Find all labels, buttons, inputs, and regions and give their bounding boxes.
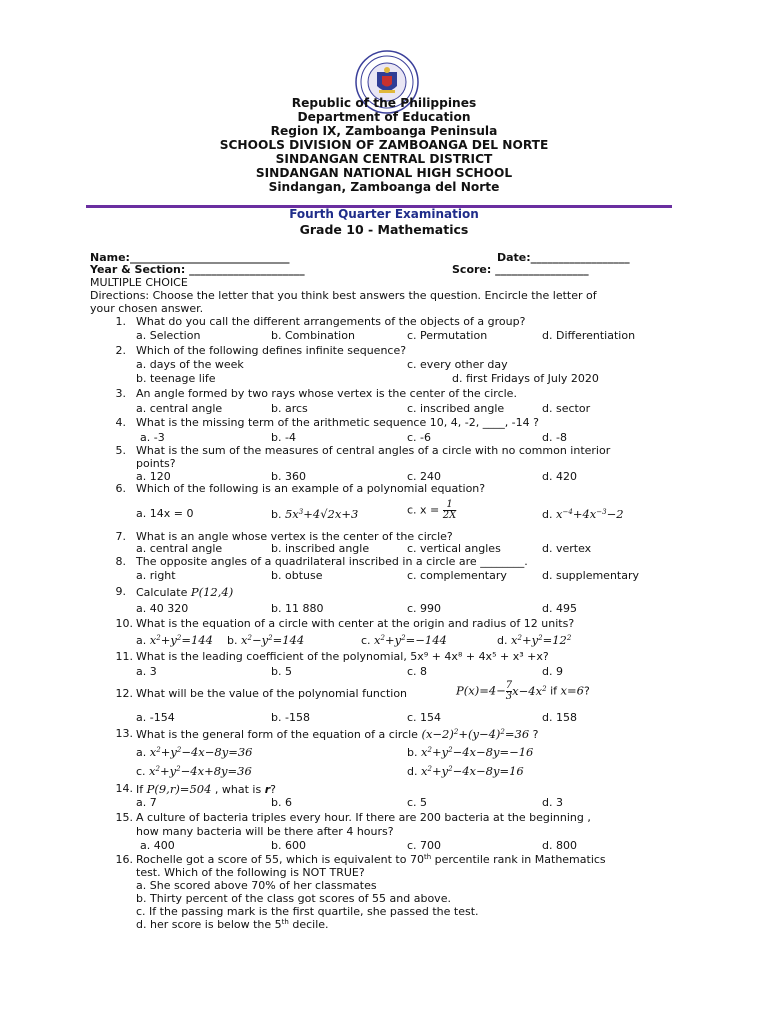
q7-text: What is an angle whose vertex is the center of the circle?	[136, 530, 453, 543]
q8-option-c[interactable]: c. complementary	[407, 569, 507, 582]
q16-number: 16.	[115, 853, 133, 866]
q4-text: What is the missing term of the arithmetic sequence 10, 4, -2, ____, -14 ?	[136, 416, 539, 429]
q11-option-c[interactable]: c. 8	[407, 665, 428, 678]
header-line-republic: Republic of the Philippines	[291, 96, 477, 110]
q13-option-b-label: b.	[407, 746, 418, 759]
q6-option-d[interactable]	[542, 508, 624, 521]
q13-option-a-expression: $x^2+y^2-4x-8y=36$	[149, 745, 253, 759]
year-section-field[interactable]: Year & Section: _____________________	[90, 263, 305, 276]
q16-option-c[interactable]: c. If the passing mark is the first quartile, she passed the test.	[136, 905, 479, 918]
q14-expression: P(9,r)=504	[146, 782, 212, 796]
q13-option-b[interactable]	[407, 746, 533, 759]
q14-option-d[interactable]: d. 3	[542, 796, 563, 809]
q13-option-d[interactable]	[407, 765, 524, 778]
q11-option-b[interactable]: b. 5	[271, 665, 292, 678]
q15-number: 15.	[115, 811, 133, 824]
q6-option-c-label: c. x =	[407, 503, 440, 517]
q10-option-c[interactable]	[361, 634, 447, 647]
q13-option-c-label: c.	[136, 765, 146, 778]
q13-text-label: What is the general form of the equation of a circle	[136, 728, 418, 741]
q10-option-d-label: d.	[497, 634, 508, 647]
q1-text: What do you call the different arrangements of the objects of a group?	[136, 315, 526, 328]
q1-option-c[interactable]: c. Permutation	[407, 329, 488, 342]
q5-option-d[interactable]: d. 420	[542, 470, 577, 483]
q6-number: 6.	[115, 482, 126, 495]
q15-option-a[interactable]: a. 400	[140, 839, 175, 852]
grade-title: Grade 10 - Mathematics	[299, 222, 469, 237]
q15-text: A culture of bacteria triples every hour. If there are 200 bacteria at the beginning ,	[136, 811, 591, 824]
header-line-school: SINDANGAN NATIONAL HIGH SCHOOL	[255, 166, 513, 180]
q2-text: Which of the following defines infinite sequence?	[136, 344, 407, 357]
q5-option-c[interactable]: c. 240	[407, 470, 442, 483]
q9-text	[136, 586, 233, 599]
q6-option-b-label: b.	[271, 508, 282, 521]
q12-option-b[interactable]: b. -158	[271, 711, 310, 724]
q6-option-b[interactable]	[271, 508, 358, 521]
q11-text: What is the leading coefficient of the polynomial, 5x⁹ + 4x⁸ + 4x⁵ + x³ +x?	[136, 650, 549, 663]
q6-option-b-expression: $5x^3+4√2x+3$	[284, 507, 359, 521]
q14-option-a[interactable]: a. 7	[136, 796, 157, 809]
q16-option-a[interactable]: a. She scored above 70% of her classmates	[136, 879, 377, 892]
q13-option-d-expression: $x^2+y^2-4x-8y=16$	[420, 764, 524, 778]
header-line-address: Sindangan, Zamboanga del Norte	[268, 180, 500, 194]
q10-option-a-expression: $x^2+y^2=144$	[149, 633, 213, 647]
q1-option-a[interactable]: a. Selection	[136, 329, 201, 342]
q7-option-c[interactable]: c. vertical angles	[407, 542, 501, 555]
q15-text-cont: how many bacteria will be there after 4 hours?	[136, 825, 394, 838]
directions-line-1: Directions: Choose the letter that you think best answers the question. Encircle the letter of	[90, 289, 597, 302]
q4-option-d[interactable]: d. -8	[542, 431, 567, 444]
q2-option-a[interactable]: a. days of the week	[136, 358, 244, 371]
q3-option-c[interactable]: c. inscribed angle	[407, 402, 505, 415]
q1-option-b[interactable]: b. Combination	[271, 329, 355, 342]
q5-option-a[interactable]: a. 120	[136, 470, 171, 483]
q10-option-d-expression: $x^2+y^2=12^2$	[510, 633, 572, 647]
q10-option-c-label: c.	[361, 634, 371, 647]
q15-option-b[interactable]: b. 600	[271, 839, 306, 852]
q16-option-d[interactable]: d. her score is below the 5th decile.	[136, 918, 329, 931]
q6-option-d-expression: $x^{-4}+4x^{-3}-2$	[555, 507, 624, 521]
q12-option-c[interactable]: c. 154	[407, 711, 442, 724]
header-line-region: Region IX, Zamboanga Peninsula	[270, 124, 498, 138]
q3-option-d[interactable]: d. sector	[542, 402, 591, 415]
q13-option-c-expression: $x^2+y^2-4x+8y=36$	[149, 764, 252, 778]
q14-text-label: If	[136, 783, 144, 796]
q7-number: 7.	[115, 530, 126, 543]
q16-text: Rochelle got a score of 55, which is equivalent to 70th percentile rank in Mathematics	[136, 853, 606, 866]
q13-option-a-label: a.	[136, 746, 147, 759]
q3-text: An angle formed by two rays whose vertex is the center of the circle.	[136, 387, 517, 400]
q8-text: The opposite angles of a quadrilateral inscribed in a circle are ________.	[136, 555, 528, 568]
name-field[interactable]: Name:_____________________________	[90, 251, 290, 264]
q5-text-cont: points?	[136, 457, 176, 470]
q1-number: 1.	[115, 315, 126, 328]
q10-number: 10.	[115, 617, 133, 630]
q4-number: 4.	[115, 416, 126, 429]
q13-option-a[interactable]	[136, 746, 252, 759]
q6-option-a[interactable]: a. 14x = 0	[136, 507, 194, 520]
q11-option-d[interactable]: d. 9	[542, 665, 563, 678]
q2-option-b[interactable]: b. teenage life	[136, 372, 216, 385]
q8-option-b[interactable]: b. obtuse	[271, 569, 323, 582]
q6-text: Which of the following is an example of a polynomial equation?	[136, 482, 486, 495]
q12-option-a[interactable]: a. -154	[136, 711, 175, 724]
q14-text: If P(9,r)=504 , what is r?	[136, 782, 276, 796]
q9-option-b[interactable]: b. 11 880	[271, 602, 324, 615]
q6-option-c-fraction: $\frac{1}{2X}$	[442, 499, 457, 521]
q10-option-a[interactable]	[136, 634, 213, 647]
q8-option-d[interactable]: d. supplementary	[542, 569, 640, 582]
q15-option-d[interactable]: d. 800	[542, 839, 577, 852]
q9-expression: P(12,4)	[190, 585, 234, 599]
q10-option-a-label: a.	[136, 634, 147, 647]
q7-option-a[interactable]: a. central angle	[136, 542, 223, 555]
q9-option-d[interactable]: d. 495	[542, 602, 577, 615]
q11-option-a[interactable]: a. 3	[136, 665, 157, 678]
q16-option-d-label: d. her score is below the 5	[136, 918, 282, 931]
q14-number: 14.	[115, 782, 133, 795]
q2-option-d[interactable]: d. first Fridays of July 2020	[452, 372, 599, 385]
q13-expression: $(x-2)^2+(y-4)^2=36$	[421, 727, 530, 741]
q9-text-label: Calculate	[136, 586, 188, 599]
q3-option-b[interactable]: b. arcs	[271, 402, 308, 415]
q9-option-c[interactable]: c. 990	[407, 602, 442, 615]
q9-number: 9.	[115, 585, 126, 598]
q16-option-d-end: decile.	[288, 918, 329, 931]
q4-option-a[interactable]: a. -3	[140, 431, 165, 444]
q16-text-part2: percentile rank in Mathematics	[431, 853, 606, 866]
q10-option-b-label: b.	[227, 634, 238, 647]
q11-number: 11.	[115, 650, 133, 663]
q13-text: What is the general form of the equation of a circle $(x-2)^2+(y-4)^2=36$ ?	[136, 727, 539, 741]
header-line-district: SINDANGAN CENTRAL DISTRICT	[275, 152, 493, 166]
q14-option-c[interactable]: c. 5	[407, 796, 428, 809]
q10-text: What is the equation of a circle with center at the origin and radius of 12 units?	[136, 617, 575, 630]
exam-title: Fourth Quarter Examination	[289, 207, 479, 221]
q15-option-c[interactable]: c. 700	[407, 839, 442, 852]
q13-option-b-expression: $x^2+y^2-4x-8y=-16$	[420, 745, 534, 759]
q3-option-a[interactable]: a. central angle	[136, 402, 223, 415]
q6-option-d-label: d.	[542, 508, 553, 521]
q14-option-b[interactable]: b. 6	[271, 796, 292, 809]
q5-option-b[interactable]: b. 360	[271, 470, 306, 483]
q3-number: 3.	[115, 387, 126, 400]
date-field[interactable]: Date:__________________	[497, 251, 630, 264]
header-line-department: Department of Education	[297, 110, 471, 124]
q8-number: 8.	[115, 555, 126, 568]
q10-option-b-expression: $x^2-y^2=144$	[240, 633, 305, 647]
q4-option-b[interactable]: b. -4	[271, 431, 296, 444]
q1-option-d[interactable]: d. Differentiation	[542, 329, 636, 342]
q8-option-a[interactable]: a. right	[136, 569, 176, 582]
q10-option-c-expression: $x^2+y^2=-144$	[374, 633, 447, 647]
q12-number: 12.	[115, 687, 133, 700]
q12-expression: P(x)=4− $\frac{7}{3}$ $x-4x^2$ if x=6?	[456, 680, 590, 702]
q16-option-b[interactable]: b. Thirty percent of the class got scores of 55 and above.	[136, 892, 451, 905]
q2-option-c[interactable]: c. every other day	[407, 358, 508, 371]
q16-text-part1: Rochelle got a score of 55, which is equivalent to 70	[136, 853, 424, 866]
q5-number: 5.	[115, 444, 126, 457]
q9-option-a[interactable]: a. 40 320	[136, 602, 189, 615]
q16-text-cont: test. Which of the following is NOT TRUE?	[136, 866, 365, 879]
q7-option-d[interactable]: d. vertex	[542, 542, 592, 555]
q7-option-b[interactable]: b. inscribed angle	[271, 542, 370, 555]
section-title: MULTIPLE CHOICE	[90, 276, 188, 289]
header-line-division: SCHOOLS DIVISION OF ZAMBOANGA DEL NORTE	[219, 138, 549, 152]
directions-line-2: your chosen answer.	[90, 302, 204, 315]
q2-number: 2.	[115, 344, 126, 357]
q13-number: 13.	[115, 727, 133, 740]
score-field[interactable]: Score: _________________	[452, 263, 589, 276]
q12-option-d[interactable]: d. 158	[542, 711, 577, 724]
q13-option-d-label: d.	[407, 765, 418, 778]
q12-text: What will be the value of the polynomial function	[136, 687, 408, 700]
q10-option-b[interactable]	[227, 634, 304, 647]
q10-option-d[interactable]	[497, 634, 571, 647]
q4-option-c[interactable]: c. -6	[407, 431, 432, 444]
q5-text: What is the sum of the measures of central angles of a circle with no common interior	[136, 444, 611, 457]
q6-option-c[interactable]	[407, 500, 456, 521]
q13-option-c[interactable]	[136, 765, 252, 778]
